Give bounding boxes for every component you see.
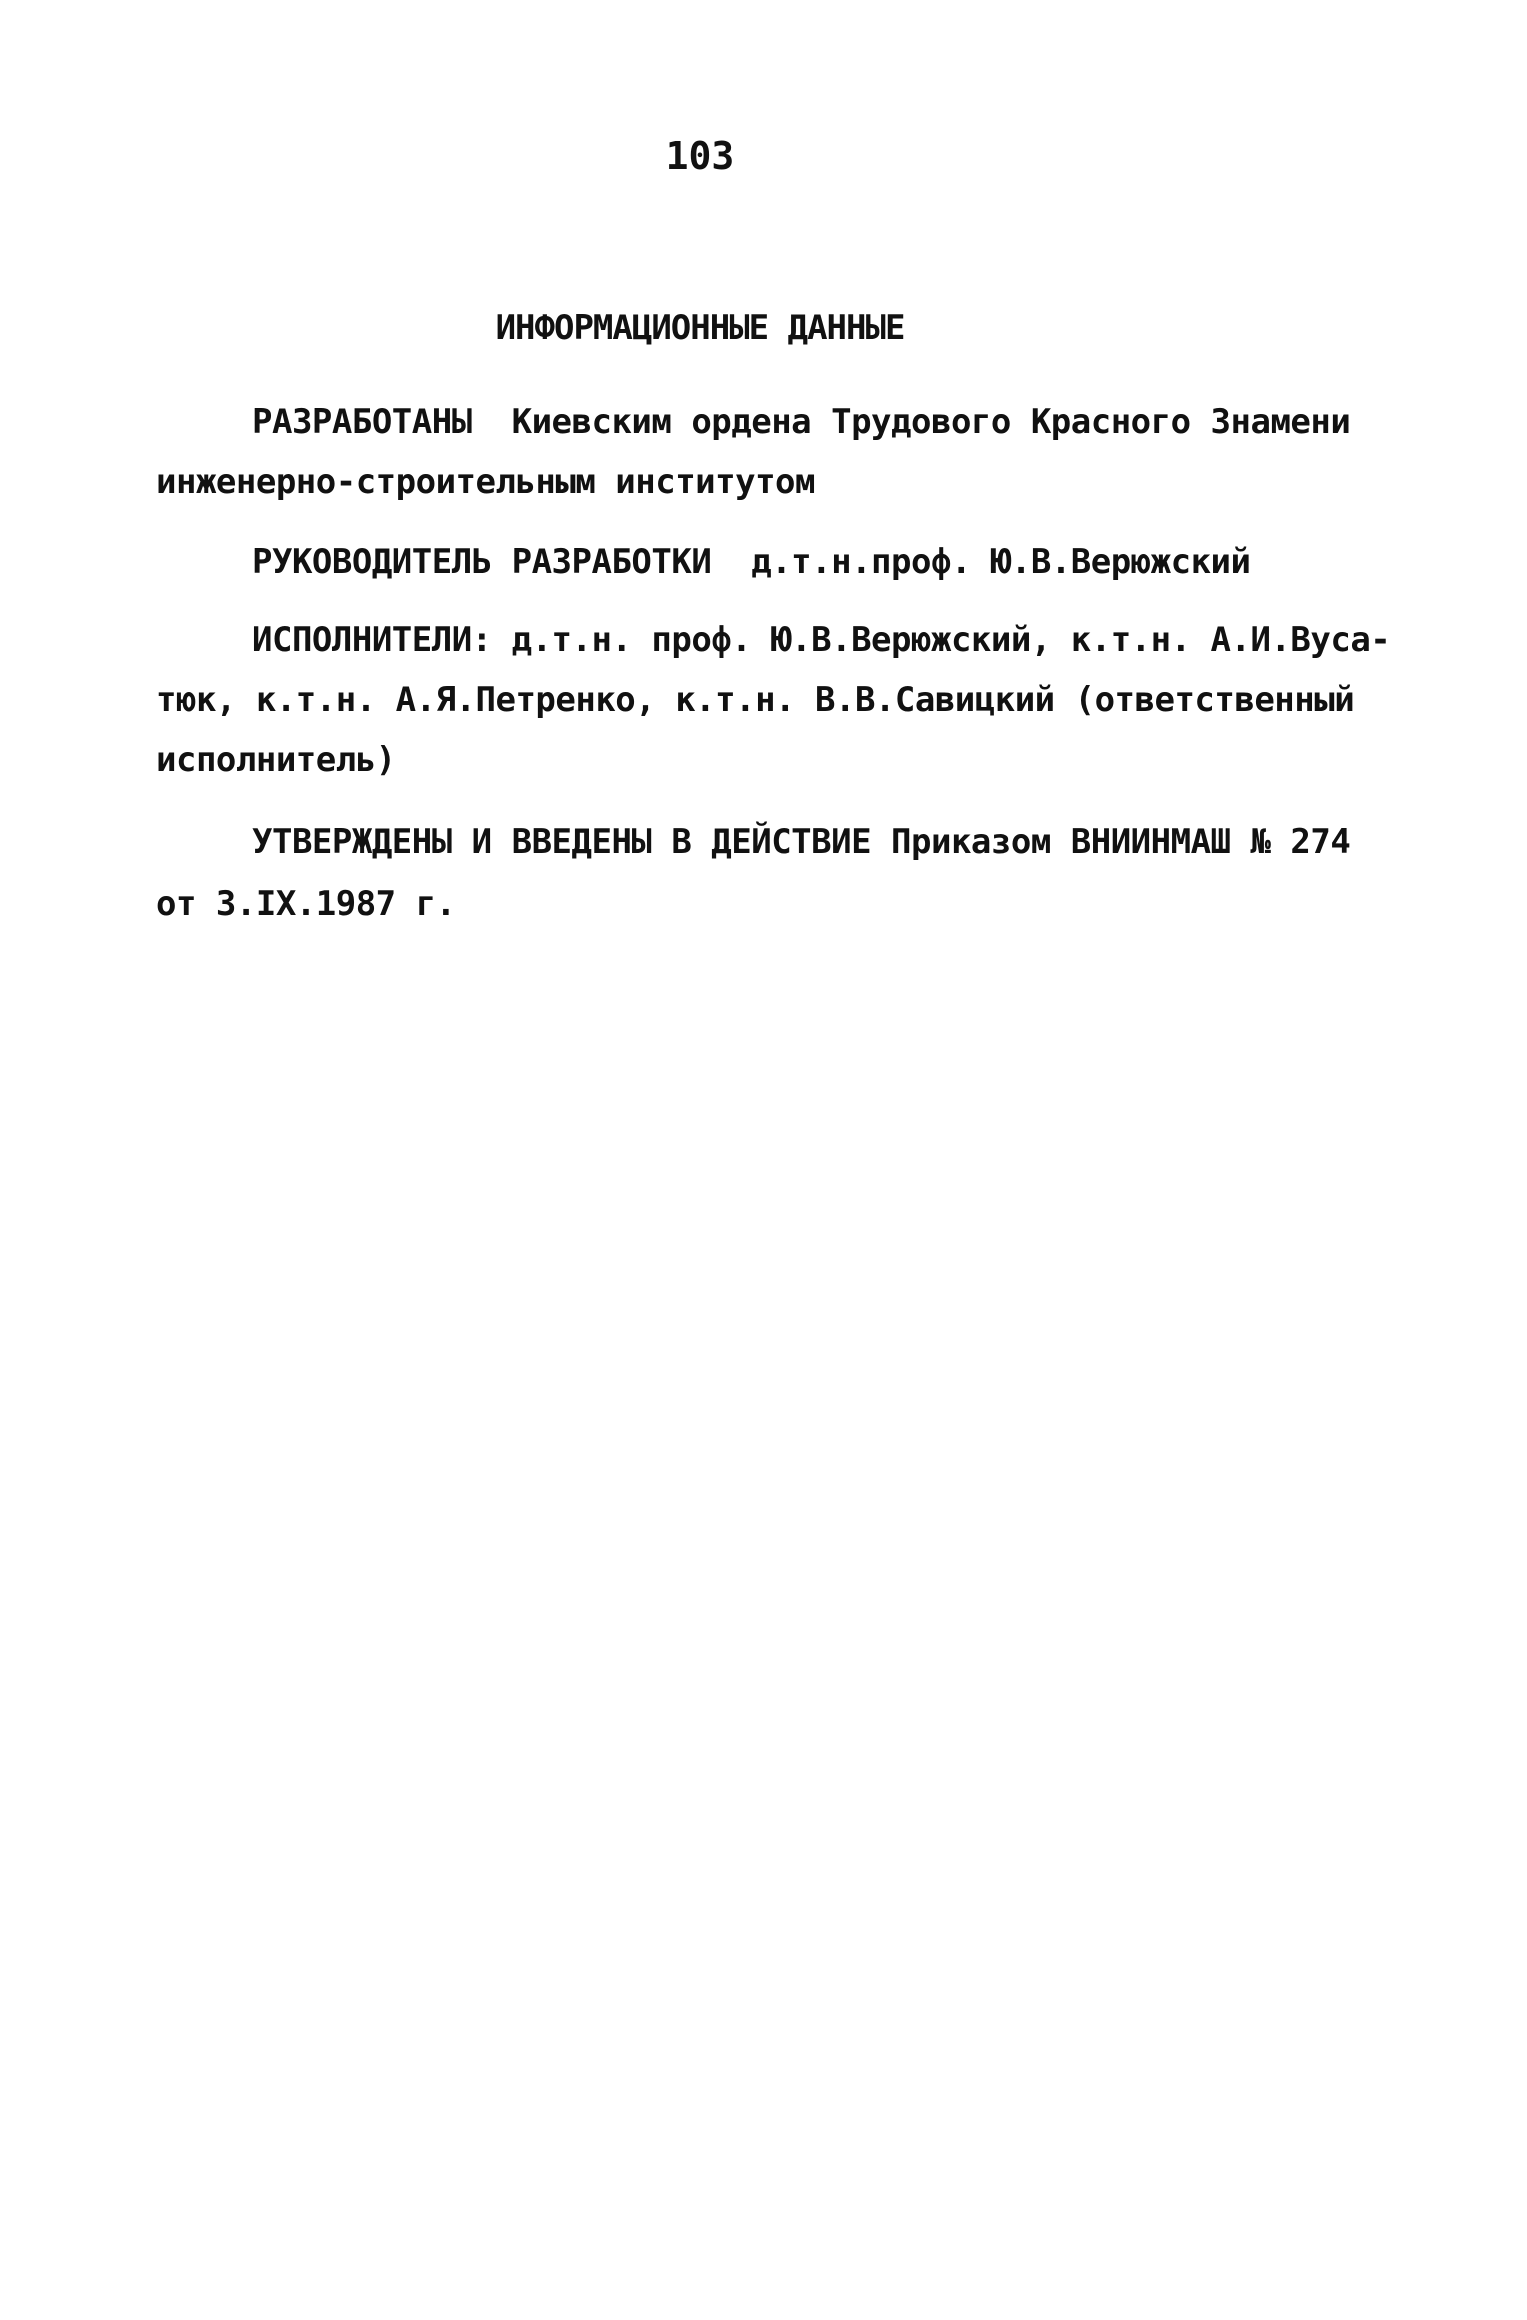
developed-by-line-2: инженерно-строительным институтом — [156, 462, 816, 502]
page-number: 103 — [665, 134, 735, 178]
performers-line-1: ИСПОЛНИТЕЛИ: д.т.н. проф. Ю.В.Верюжский, к.т.н. А.И.Вуса- — [252, 620, 1391, 660]
developed-by-line-1: РАЗРАБОТАНЫ Киевским ордена Трудового Красного Знамени — [252, 402, 1351, 442]
document-heading: ИНФОРМАЦИОННЫЕ ДАННЫЕ — [495, 308, 905, 348]
approval-line-2: от 3.IX.1987 г. — [156, 884, 456, 924]
performers-line-3: исполнитель) — [156, 740, 396, 780]
head-of-development-line: РУКОВОДИТЕЛЬ РАЗРАБОТКИ д.т.н.проф. Ю.В.Верюжский — [252, 542, 1251, 582]
approval-line-1: УТВЕРЖДЕНЫ И ВВЕДЕНЫ В ДЕЙСТВИЕ Приказом ВНИИНМАШ № 274 — [252, 822, 1351, 862]
performers-line-2: тюк, к.т.н. А.Я.Петренко, к.т.н. В.В.Савицкий (ответственный — [156, 680, 1355, 720]
